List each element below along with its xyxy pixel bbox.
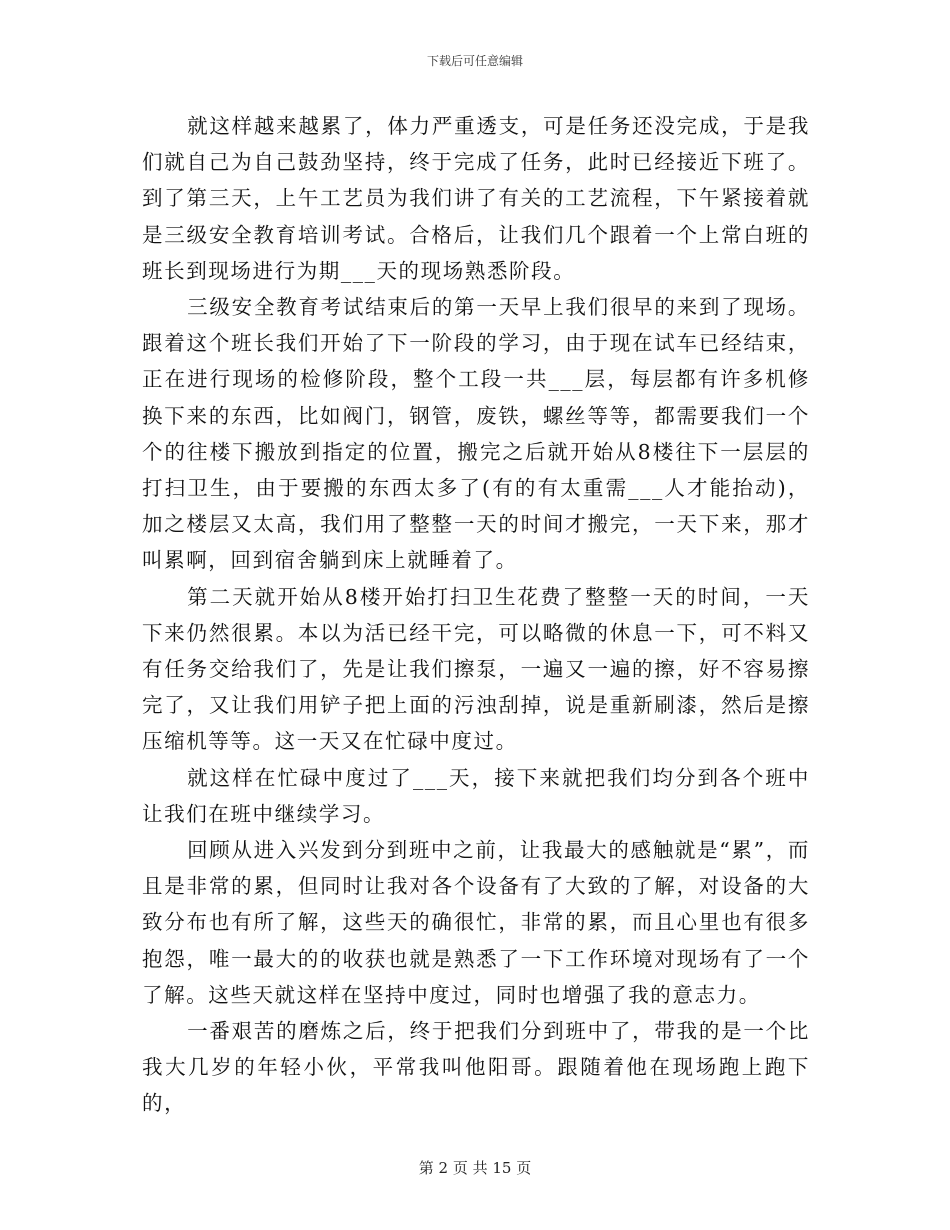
document-body [142, 108, 810, 1122]
paragraph-5: 回顾从进入兴发到分到班中之前，让我最大的感触就是“累”，而且是非常的累，但同时让我对各个设备有了大致的了解，对设备的大致分布也有所了解，这些天的确很忙，非常的累，而且心里也有很多抱怨，唯一最大的的收获也就是熟悉了一下工作环境对现场有了一个了解。这些天就这样在坚持中度过，同时也增强了我的意志力。 [142, 838, 810, 1007]
paragraph-1: 就这样越来越累了，体力严重透支，可是任务还没完成，于是我们就自己为自己鼓劲坚持，终于完成了任务，此时已经接近下班了。到了第三天，上午工艺员为我们讲了有关的工艺流程，下午紧接着就是三级安全教育培训考试。合格后，让我们几个跟着一个上常白班的班长到现场进行为期___天的现场熟悉阶段。 [142, 114, 810, 283]
paragraph-6: 一番艰苦的磨炼之后，终于把我们分到班中了，带我的是一个比我大几岁的年轻小伙，平常我叫他阳哥。跟随着他在现场跑上跑下的， [142, 1019, 810, 1116]
paragraph-2: 三级安全教育考试结束后的第一天早上我们很早的来到了现场。跟着这个班长我们开始了下一阶段的学习，由于现在试车已经结束，正在进行现场的检修阶段，整个工段一共___层，每层都有许多机修换下来的东西，比如阀门，钢管，废铁，螺丝等等，都需要我们一个个的往楼下搬放到指定的位置，搬完之后就开始从8楼往下一层层的打扫卫生，由于要搬的东西太多了(有的有太重需___人才能抬动)，加之楼层又太高，我们用了整整一天的时间才搬完，一天下来，那才叫累啊，回到宿舍躺到床上就睡着了。 [142, 295, 810, 573]
paragraph-3: 第二天就开始从8楼开始打扫卫生花费了整整一天的时间，一天下来仍然很累。本以为活已经干完，可以略微的休息一下，可不料又有任务交给我们了，先是让我们擦泵，一遍又一遍的擦，好不容易擦完了，又让我们用铲子把上面的污浊刮掉，说是重新刷漆，然后是擦压缩机等等。这一天又在忙碌中度过。 [142, 584, 810, 754]
paragraph-4: 就这样在忙碌中度过了___天，接下来就把我们均分到各个班中让我们在班中继续学习。 [142, 765, 810, 826]
page-footer: 第 2 页 共 15 页 [418, 1159, 532, 1177]
page-header: 下载后可任意编辑 [426, 54, 523, 68]
